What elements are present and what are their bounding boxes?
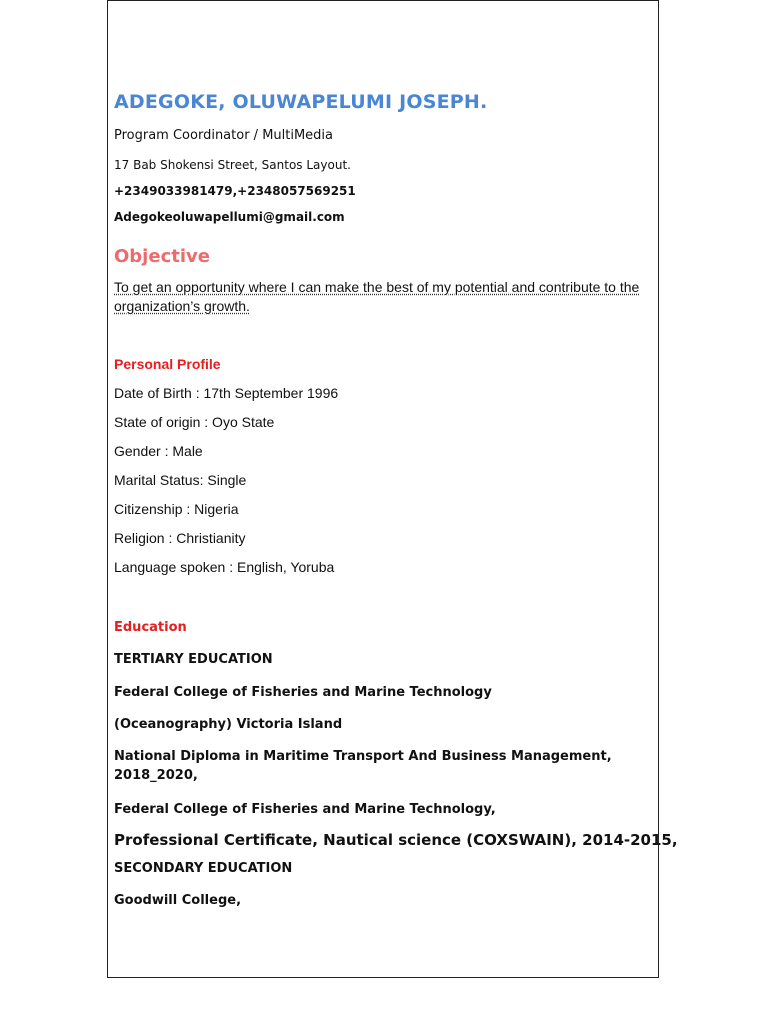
education-heading: Education bbox=[114, 620, 187, 635]
phone-numbers: +2349033981479,+2348057569251 bbox=[114, 184, 356, 198]
applicant-name: ADEGOKE, OLUWAPELUMI JOSEPH. bbox=[114, 91, 488, 113]
education-line: Professional Certificate, Nautical science (COXSWAIN), 2014-2015, bbox=[114, 831, 678, 849]
education-line: Federal College of Fisheries and Marine Technology, bbox=[114, 802, 496, 817]
secondary-school: Goodwill College, bbox=[114, 893, 242, 908]
resume-page bbox=[107, 0, 678, 978]
education-line: National Diploma in Maritime Transport And Business Management, 2018_2020, bbox=[114, 749, 612, 783]
tertiary-education-heading: TERTIARY EDUCATION bbox=[114, 652, 273, 667]
profile-item: Marital Status: Single bbox=[114, 472, 247, 488]
objective-text-content: To get an opportunity where I can make the best of my potential and contribute to the organization’s growth. bbox=[114, 279, 640, 314]
job-title: Program Coordinator / MultiMedia bbox=[114, 128, 334, 143]
profile-item: Language spoken : English, Yoruba bbox=[114, 559, 335, 575]
profile-item: Gender : Male bbox=[114, 443, 203, 459]
email-address: Adegokeoluwapellumi@gmail.com bbox=[114, 210, 345, 224]
profile-item: Citizenship : Nigeria bbox=[114, 501, 239, 517]
address: 17 Bab Shokensi Street, Santos Layout. bbox=[114, 158, 351, 172]
education-line: (Oceanography) Victoria Island bbox=[114, 717, 343, 732]
objective-heading: Objective bbox=[114, 246, 210, 267]
profile-item: Date of Birth : 17th September 1996 bbox=[114, 385, 339, 401]
education-line: Federal College of Fisheries and Marine Technology bbox=[114, 685, 492, 700]
personal-profile-heading: Personal Profile bbox=[114, 356, 221, 372]
secondary-education-heading: SECONDARY EDUCATION bbox=[114, 861, 293, 876]
profile-item: State of origin : Oyo State bbox=[114, 414, 275, 430]
profile-item: Religion : Christianity bbox=[114, 530, 246, 546]
objective-text bbox=[114, 278, 644, 316]
